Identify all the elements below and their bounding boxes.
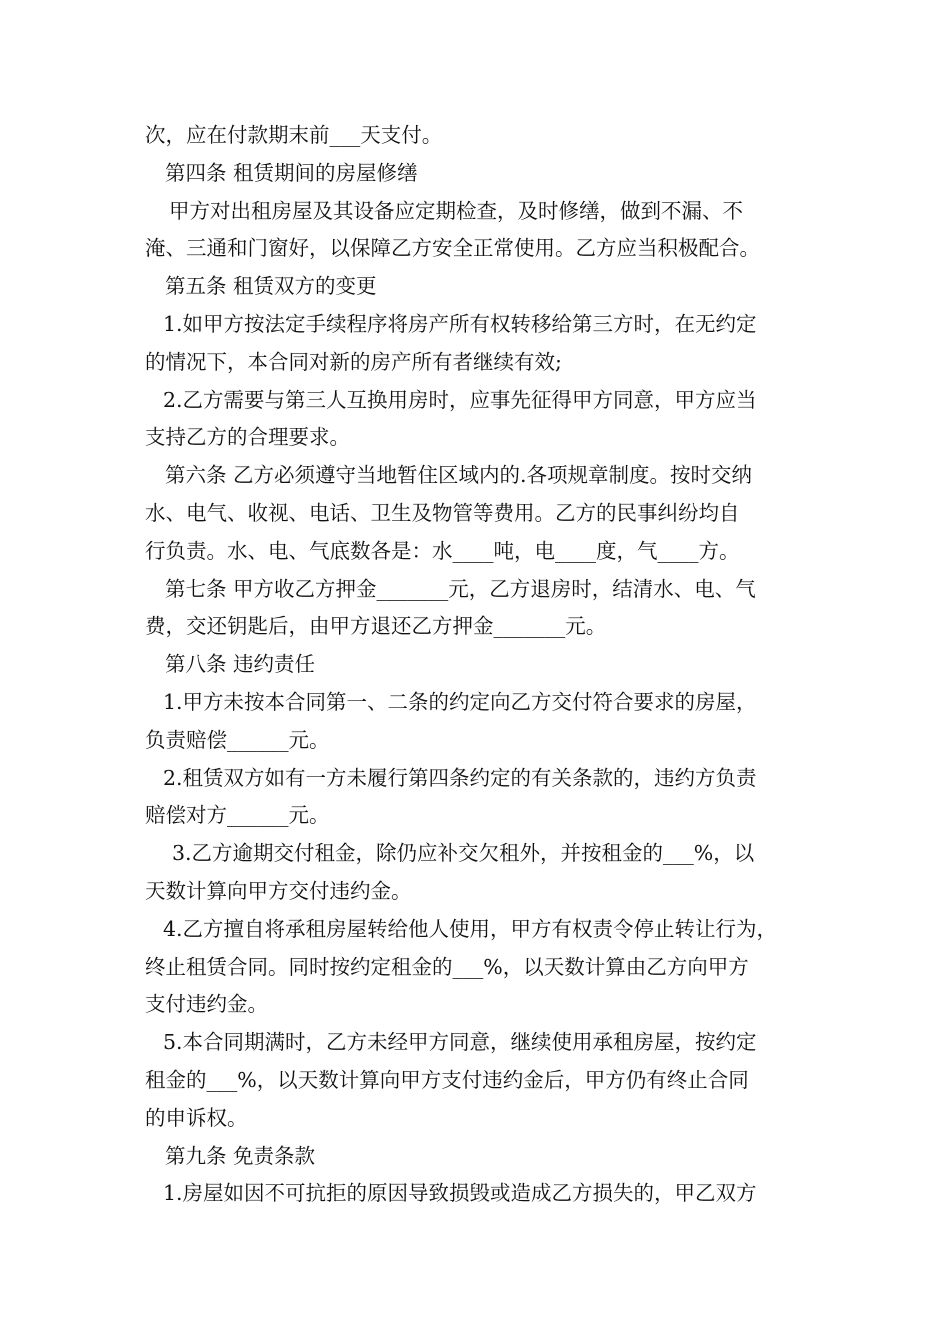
- text-line: 的情况下，本合同对新的房产所有者继续有效;: [145, 349, 562, 374]
- text-line: 第六条 乙方必须遵守当地暂住区域内的.各项规章制度。按时交纳: [165, 463, 753, 488]
- contract-text: [145, 117, 815, 1213]
- text-line: 5.本合同期满时，乙方未经甲方同意，继续使用承租房屋，按约定: [163, 1030, 757, 1055]
- text-line: 行负责。水、电、气底数各是：水____吨，电____度，气____方。: [145, 538, 740, 563]
- text-line: 的申诉权。: [145, 1105, 248, 1130]
- text-line: 2.乙方需要与第三人互换用房时，应事先征得甲方同意，甲方应当: [163, 387, 757, 412]
- text-line: 水、电气、收视、电话、卫生及物管等费用。乙方的民事纠纷均自: [145, 500, 740, 525]
- text-line: 支持乙方的合理要求。: [145, 425, 350, 450]
- section-heading: 第四条 租赁期间的房屋修缮: [165, 160, 418, 185]
- section-heading: 第五条 租赁双方的变更: [165, 274, 377, 299]
- text-line: 1.如甲方按法定手续程序将房产所有权转移给第三方时，在无约定: [163, 311, 757, 336]
- text-line: 4.乙方擅自将承租房屋转给他人使用，甲方有权责令停止转让行为，: [163, 916, 778, 941]
- text-line: 终止租赁合同。同时按约定租金的___%，以天数计算由乙方向甲方: [145, 954, 749, 979]
- text-line: 费，交还钥匙后，由甲方退还乙方押金_______元。: [145, 614, 607, 639]
- text-line: 淹、三通和门窗好，以保障乙方安全正常使用。乙方应当积极配合。: [145, 236, 760, 261]
- text-line: 租金的___%，以天数计算向甲方支付违约金后，甲方仍有终止合同: [145, 1067, 749, 1092]
- text-line: 3.乙方逾期交付租金，除仍应补交欠租外，并按租金的___%，以: [172, 841, 755, 866]
- text-line: 天数计算向甲方交付违约金。: [145, 878, 412, 903]
- text-line: 1.甲方未按本合同第一、二条的约定向乙方交付符合要求的房屋，: [163, 689, 757, 714]
- text-line: 赔偿对方______元。: [145, 803, 330, 828]
- text-line: 第七条 甲方收乙方押金_______元，乙方退房时，结清水、电、气: [165, 576, 756, 601]
- text-line: 甲方对出租房屋及其设备应定期检查，及时修缮，做到不漏、不: [169, 198, 743, 223]
- section-heading: 第八条 违约责任: [165, 652, 316, 677]
- text-line: 支付违约金。: [145, 992, 268, 1017]
- text-line: 负责赔偿______元。: [145, 727, 330, 752]
- text-line: 1.房屋如因不可抗拒的原因导致损毁或造成乙方损失的，甲乙双方: [163, 1181, 757, 1206]
- text-line: 2.租赁双方如有一方未履行第四条约定的有关条款的，违约方负责: [163, 765, 757, 790]
- text-line: 次，应在付款期末前___天支付。: [145, 123, 443, 147]
- section-heading: 第九条 免责条款: [165, 1143, 316, 1168]
